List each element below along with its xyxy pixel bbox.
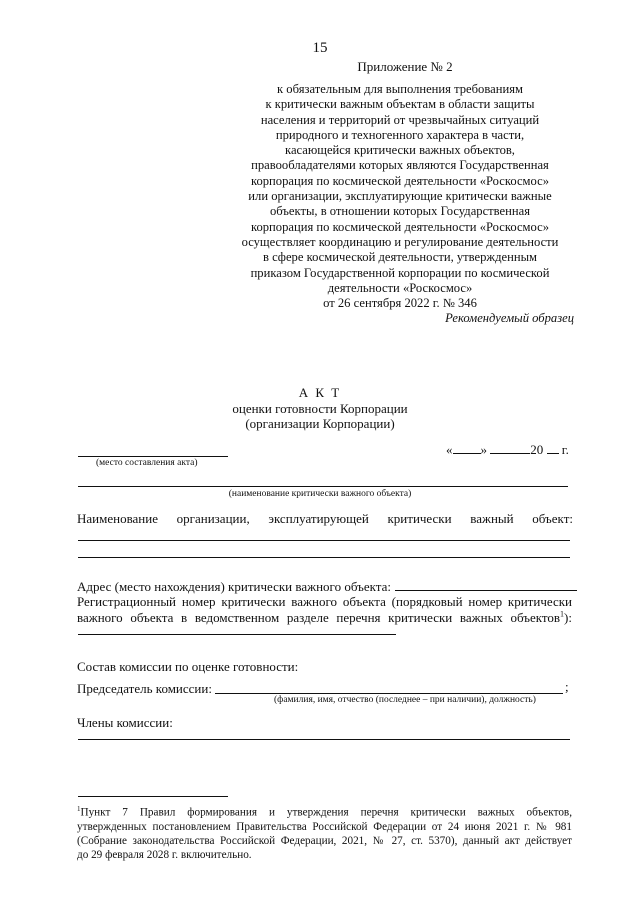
year-suffix: г. [561, 442, 569, 457]
place-caption: (место составления акта) [96, 458, 198, 468]
appendix-line: правообладателями которых являются Государственная [251, 158, 549, 173]
appendix-line: осуществляет координацию и регулирование деятельности [241, 234, 559, 249]
footnote-reference: 1 [560, 609, 565, 619]
organization-word: важный [470, 511, 514, 526]
object-name-caption: (наименование критически важного объекта) [228, 489, 412, 499]
registration-blank-line[interactable] [78, 634, 396, 635]
chairman-label: Председатель комиссии: [77, 681, 212, 696]
registration-line: Регистрационный номер критически важного объекта (порядковый номер критически [77, 594, 572, 609]
appendix-line: приказом Государственной корпорации по космической [250, 265, 550, 280]
act-title: А К Т [298, 385, 342, 400]
chairman-caption: (фамилия, имя, отчество (последнее – при наличии), должность) [274, 695, 536, 705]
date-open-quote: « [446, 442, 453, 457]
members-blank-line[interactable] [78, 739, 570, 740]
address-label: Адрес (место нахождения) критически важного объекта: [77, 579, 391, 594]
organization-word: эксплуатирующей [268, 511, 369, 526]
appendix-line: деятельности «Роскосмос» [327, 280, 473, 295]
page-number: 15 [312, 40, 328, 56]
appendix-line: в сфере космической деятельности, утвержденным [262, 250, 538, 265]
appendix-line: населения и территорий от чрезвычайных ситуаций [260, 112, 540, 127]
object-name-blank-line[interactable] [78, 486, 568, 487]
address-blank[interactable] [395, 578, 577, 591]
year-blank[interactable] [547, 441, 559, 454]
footnote-line: $^1$Пункт 7 Правил формирования и утверждения перечня критически важных объектов, [77, 805, 572, 819]
organization-word: Наименование [77, 511, 158, 526]
year-prefix: 20 [530, 442, 544, 457]
footnote-line: утвержденных постановлением Правительства Российской Федерации от 24 июня 2021 г. № 981 [77, 820, 572, 833]
place-blank-line[interactable] [78, 456, 228, 457]
appendix-line: или организации, эксплуатирующие критически важные [248, 189, 552, 204]
chairman-semicolon: ; [565, 679, 569, 694]
organization-label [77, 511, 573, 527]
members-label: Члены комиссии: [77, 715, 173, 730]
date-field [446, 441, 569, 458]
organization-word: объект: [532, 511, 573, 526]
address-row [77, 578, 577, 595]
organization-blank-line[interactable] [78, 540, 570, 541]
organization-word: организации, [176, 511, 250, 526]
appendix-line: от 26 сентября 2022 г. № 346 [323, 296, 477, 311]
footnote [77, 802, 572, 862]
appendix-approval-text [230, 82, 570, 311]
appendix-line: корпорация по космической деятельности «Роскосмос» [250, 173, 550, 188]
act-heading [0, 385, 640, 432]
footnote-line: до 29 февраля 2028 г. включительно. [77, 848, 252, 861]
appendix-title: Приложение № 2 [357, 59, 453, 74]
footnote-line: (Собрание законодательства Российской Федерации, 2021, № 27, ст. 5370), данный акт действует [77, 834, 572, 847]
organization-blank-line[interactable] [78, 557, 570, 558]
day-blank[interactable] [453, 441, 481, 454]
appendix-line: касающейся критически важных объектов, [285, 143, 515, 158]
appendix-line: к критически важным объектам в области защиты [265, 97, 535, 112]
sample-label: Рекомендуемый образец [445, 311, 574, 325]
footnote-separator [78, 796, 228, 797]
appendix-line: корпорация по космической деятельности «Роскосмос» [250, 219, 550, 234]
commission-title: Состав комиссии по оценке готовности: [77, 659, 299, 674]
month-blank[interactable] [490, 441, 530, 454]
chairman-blank-line[interactable] [215, 693, 563, 694]
footnote-marker: 1 [77, 805, 81, 813]
appendix-line: к обязательным для выполнения требованиям [277, 82, 523, 96]
appendix-line: природного и техногенного характера в части, [275, 127, 525, 142]
act-subtitle-organization: (организации Корпорации) [245, 416, 395, 431]
act-subtitle: оценки готовности Корпорации [232, 400, 408, 416]
appendix-line: объекты, в отношении которых Государственная [270, 204, 530, 219]
registration-number-label [77, 594, 572, 626]
date-close-quote: » [480, 442, 487, 457]
organization-word: критически [387, 511, 452, 526]
registration-line-2: важного объекта в ведомственном разделе перечня критически важных объектов$^1$): [77, 609, 572, 625]
